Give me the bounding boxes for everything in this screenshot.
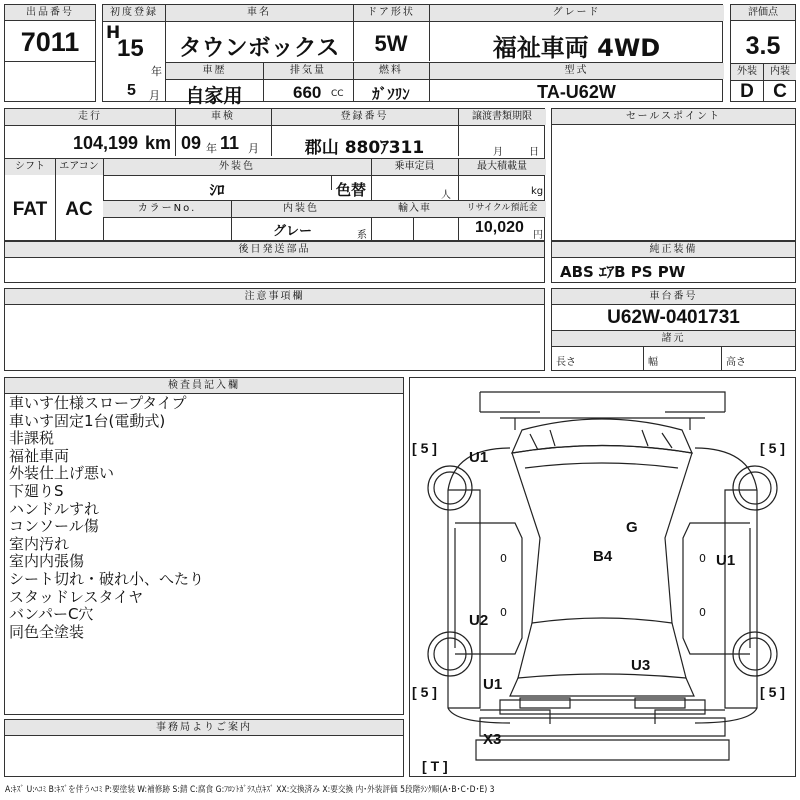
first-reg-year: 15 — [117, 35, 144, 62]
inspector-remark-line: 車いす固定1台(電動式) — [9, 411, 166, 430]
office-box — [4, 719, 404, 777]
displacement-label: 排気量 — [263, 63, 353, 79]
tire-rear-right: [ 5 ] — [760, 684, 785, 700]
inspection-month-unit: 月 — [248, 142, 259, 155]
inspection-label: 車検 — [175, 109, 271, 125]
later-parts-box — [4, 241, 545, 283]
inspector-remark-line: ハンドルすれ — [9, 499, 100, 518]
genuine-label: 純正装備 — [552, 242, 795, 258]
sales-point-box — [551, 108, 796, 241]
genuine-box — [551, 241, 796, 283]
inspector-remark-line: 室内内張傷 — [9, 552, 85, 571]
grade-label: グレード — [429, 5, 724, 21]
chassis-box — [551, 288, 796, 371]
first-reg-month: 5 — [127, 82, 136, 99]
aircon-value: AC — [65, 199, 93, 220]
model-value: TA-U62W — [537, 82, 616, 102]
registration-value: 郡山 880ｱ311 — [304, 138, 425, 158]
score-int-value: C — [773, 81, 787, 102]
sales-point-label: セールスポイント — [552, 109, 795, 125]
door-value: 5W — [374, 31, 408, 56]
inspector-remark-line: 非課税 — [9, 429, 55, 448]
mark-u1-rear-left: U1 — [483, 676, 503, 693]
zero-mark: 0 — [699, 552, 706, 565]
mark-x3-bumper: X3 — [483, 731, 502, 748]
first-reg-month-unit: 月 — [149, 89, 160, 102]
displacement-value: 660 — [293, 83, 322, 102]
vehicle-info-box — [102, 4, 723, 107]
inspector-remark-line: 車いす仕様スロープタイプ — [9, 394, 187, 412]
max-load-unit: kg — [531, 186, 544, 197]
car-name-label: 車名 — [165, 5, 353, 21]
score-int-label: 内装 — [764, 64, 796, 80]
model-label: 型式 — [429, 63, 724, 79]
dims-width: 幅 — [648, 357, 658, 368]
mark-g-windshield: G — [626, 519, 638, 536]
color-no-label: カラーNo. — [103, 201, 231, 217]
tire-front-right: [ 5 ] — [760, 440, 785, 456]
tire-rear-left: [ 5 ] — [412, 684, 437, 700]
inspector-remarks-list — [5, 394, 403, 641]
notes-label: 注意事項欄 — [5, 289, 544, 305]
shift-value: FAT — [12, 199, 48, 220]
first-reg-era: H — [106, 23, 121, 43]
inspection-year-unit: 年 — [206, 142, 217, 155]
capacity-unit: 人 — [441, 190, 451, 201]
dims-label: 諸元 — [552, 330, 795, 347]
first-reg-year-unit: 年 — [151, 65, 162, 78]
inspector-remark-line: スタッドレスタイヤ — [9, 587, 144, 606]
dims-length: 長さ — [556, 357, 576, 368]
recycle-unit: 円 — [533, 230, 543, 241]
mark-u2-left-side: U2 — [469, 612, 489, 629]
transfer-month-unit: 月 — [493, 147, 503, 158]
zero-mark: 0 — [500, 606, 507, 619]
transfer-label: 譲渡書類期限 — [458, 109, 546, 125]
genuine-value: ABS ｴｱB PS PW — [560, 263, 686, 281]
lot-number: 7011 — [20, 27, 80, 57]
mark-u1-right-side: U1 — [716, 552, 736, 569]
max-load-label: 最大積載量 — [458, 159, 546, 175]
shift-label: シフト — [5, 159, 55, 175]
door-label: ドア形状 — [353, 5, 429, 21]
ext-color-label: 外装色 — [103, 159, 371, 175]
later-parts-label: 後日発送部品 — [5, 242, 544, 258]
inspector-label: 検査員記入欄 — [5, 378, 403, 394]
ext-color-value: ｼﾛ — [209, 181, 225, 199]
registration-label: 登録番号 — [271, 109, 458, 125]
chassis-value: U62W-0401731 — [607, 307, 740, 328]
lot-label: 出品番号 — [5, 5, 95, 21]
int-color-label: 内装色 — [231, 201, 371, 217]
score-value: 3.5 — [745, 32, 781, 60]
int-color-unit: 系 — [357, 230, 367, 241]
history-label: 車歴 — [166, 63, 263, 79]
inspector-remark-line: 外装仕上げ悪い — [9, 464, 115, 483]
fuel-value: ｶﾞｿﾘﾝ — [372, 85, 410, 103]
zero-mark: 0 — [699, 606, 706, 619]
grade-value: 福祉車両 4WD — [492, 34, 661, 62]
ext-color-repaint: 色替 — [335, 181, 366, 199]
spare-tire: [ T ] — [422, 758, 448, 774]
aircon-label: エアコン — [55, 159, 103, 175]
dims-height: 高さ — [726, 357, 746, 368]
score-ext-value: D — [740, 81, 754, 102]
fuel-label: 燃料 — [353, 63, 429, 79]
recycle-value: 10,020 — [475, 219, 524, 236]
tire-front-left: [ 5 ] — [412, 440, 437, 456]
inspection-year: 09 — [181, 133, 202, 153]
int-color-value: グレー — [273, 224, 313, 239]
inspector-remark-line: バンパーC穴 — [9, 605, 94, 624]
car-name-value: タウンボックス — [178, 35, 340, 61]
score-box — [730, 4, 796, 102]
inspector-remark-line: コンソール傷 — [9, 517, 99, 536]
inspector-remark-line: 福祉車両 — [9, 446, 70, 465]
transfer-day-unit: 日 — [529, 147, 539, 158]
mileage-unit: km — [145, 133, 172, 153]
lot-box — [4, 4, 96, 102]
mark-b4-roof: B4 — [593, 548, 613, 565]
details-box — [4, 108, 545, 241]
score-label: 評価点 — [731, 5, 795, 21]
recycle-label: リサイクル預託金 — [458, 201, 546, 217]
inspector-remark-line: 室内汚れ — [9, 534, 70, 553]
mark-u3-rear: U3 — [631, 657, 651, 674]
inspector-remark-line: 同色全塗装 — [9, 622, 85, 641]
score-ext-label: 外装 — [731, 64, 763, 80]
mileage-value: 104,199 — [73, 133, 139, 153]
office-label: 事務局よりご案内 — [5, 720, 403, 736]
zero-mark: 0 — [500, 552, 507, 565]
inspector-remark-line: シート切れ・破れ小、へたり — [9, 569, 205, 588]
first-reg-label: 初度登録 — [103, 5, 165, 21]
history-value: 自家用 — [185, 85, 243, 107]
mileage-label: 走行 — [5, 109, 175, 125]
damage-legend: A:ｷｽﾞ U:ﾍｺﾐ B:ｷｽﾞを伴うﾍｺﾐ P:要塗装 W:補修跡 S:錆 C:腐食 G:ﾌﾛﾝﾄｶﾞﾗｽ点ｷｽﾞ XX:交換済み X:要交換 内･外装評価 5段階ﾗﾝｸ順(A･B･C･D･E) 3 — [5, 785, 495, 795]
car-diagram — [410, 378, 795, 776]
chassis-label: 車台番号 — [552, 289, 795, 305]
displacement-unit: CC — [331, 89, 344, 99]
mark-u1-front-left: U1 — [469, 449, 489, 466]
notes-box — [4, 288, 545, 371]
inspector-remark-line: 下廻りS — [9, 481, 64, 500]
damage-diagram-box — [409, 377, 796, 777]
capacity-label: 乗車定員 — [371, 159, 458, 175]
import-label: 輸入車 — [371, 201, 458, 217]
inspector-box — [4, 377, 404, 715]
inspection-month: 11 — [220, 133, 240, 153]
